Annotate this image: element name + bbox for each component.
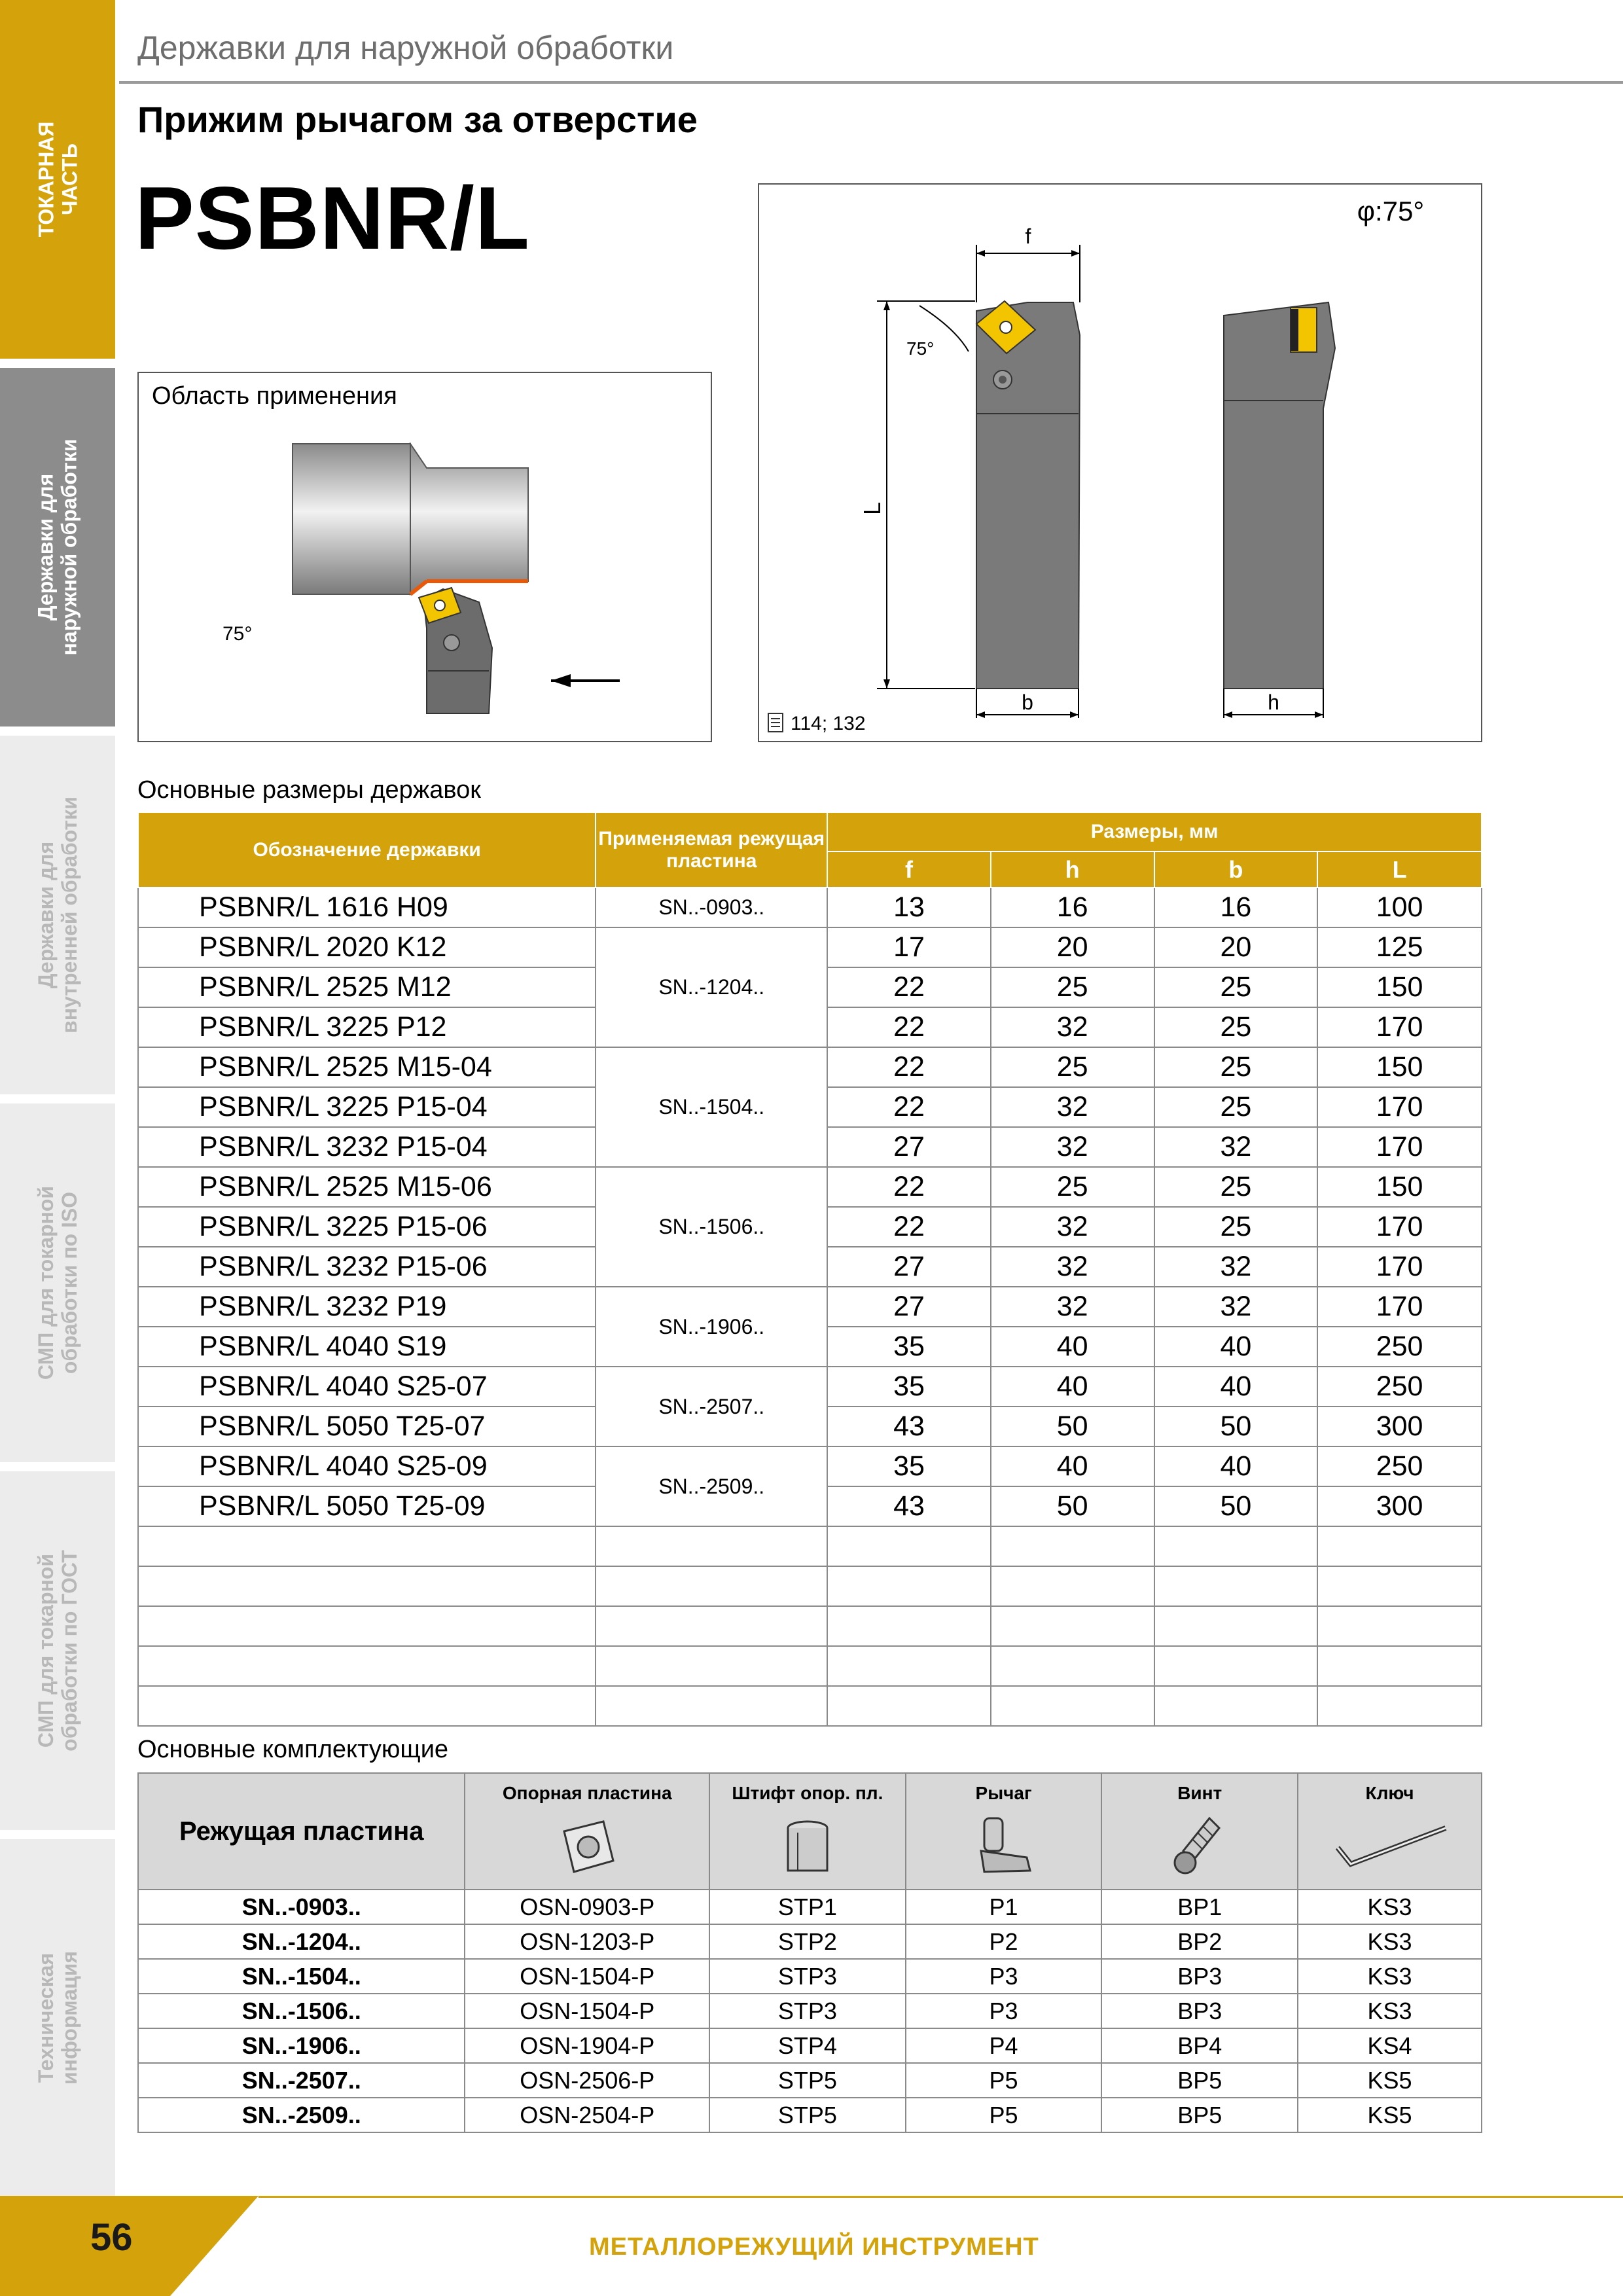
components-table — [137, 1772, 1482, 2133]
empty-cell — [596, 1566, 827, 1606]
empty-cell — [827, 1646, 991, 1686]
pin-cell: STP1 — [709, 1890, 906, 1924]
table-row — [138, 1047, 1482, 1087]
col-dimensions: Размеры, мм — [827, 812, 1482, 852]
tab-label: наружной обработки — [58, 439, 81, 656]
dim-L-value: 250 — [1317, 1446, 1482, 1486]
dim-b-value: 32 — [1154, 1247, 1318, 1287]
insert-cell: SN..-2507.. — [138, 2063, 465, 2098]
dim-f-value: 43 — [827, 1486, 991, 1526]
dim-L-value: 170 — [1317, 1007, 1482, 1047]
key-cell: KS5 — [1298, 2098, 1482, 2132]
tab-label: Державки для — [34, 473, 58, 621]
dim-f-value: 22 — [827, 1007, 991, 1047]
section-sidebar — [0, 0, 119, 2296]
dim-f-value: 17 — [827, 927, 991, 967]
dimensions-table-body — [138, 888, 1482, 1726]
dim-f-label: f — [1025, 224, 1031, 248]
technical-drawing-box — [758, 183, 1482, 742]
tab-iso-inserts[interactable] — [0, 1103, 119, 1462]
tab-technical-info[interactable] — [0, 1839, 119, 2196]
dim-f-value: 13 — [827, 888, 991, 927]
key-cell: KS3 — [1298, 1924, 1482, 1959]
holder-designation: PSBNR/L 5050 T25-07 — [138, 1407, 596, 1446]
application-illustration — [139, 373, 711, 741]
footer-brand: МЕТАЛЛОРЕЖУЩИЙ ИНСТРУМЕНТ — [589, 2233, 1039, 2261]
empty-cell — [596, 1606, 827, 1646]
col-L: L — [1317, 852, 1482, 888]
pin-cell: STP4 — [709, 2028, 906, 2063]
holder-designation: PSBNR/L 5050 T25-09 — [138, 1486, 596, 1526]
lever-cell: P1 — [906, 1890, 1102, 1924]
shim-cell: OSN-0903-P — [465, 1890, 709, 1924]
lever-cell: P2 — [906, 1924, 1102, 1959]
dim-b-value: 25 — [1154, 1007, 1318, 1047]
tab-external-holders[interactable] — [0, 368, 119, 726]
table-row — [138, 1890, 1482, 1924]
dim-h-value: 40 — [991, 1327, 1154, 1367]
empty-cell — [138, 1686, 596, 1726]
dim-h-value: 32 — [991, 1287, 1154, 1327]
dim-b-value: 25 — [1154, 1167, 1318, 1207]
dimensions-table — [137, 812, 1482, 1727]
col-pin-label: Штифт опор. пл. — [732, 1783, 883, 1803]
tab-label: Державки для — [34, 841, 58, 989]
dim-f-value: 43 — [827, 1407, 991, 1446]
table-row — [138, 1446, 1482, 1486]
col-key-label: Ключ — [1365, 1783, 1414, 1803]
table-row — [138, 1924, 1482, 1959]
tab-label: обработки по ГОСТ — [58, 1550, 81, 1751]
lever-cell: P3 — [906, 1994, 1102, 2028]
lever-cell: P5 — [906, 2063, 1102, 2098]
table-row — [138, 888, 1482, 927]
dim-L-value: 125 — [1317, 927, 1482, 967]
shim-cell: OSN-1904-P — [465, 2028, 709, 2063]
dim-f-value: 22 — [827, 1207, 991, 1247]
dim-h-value: 50 — [991, 1407, 1154, 1446]
table-row — [138, 1287, 1482, 1327]
tab-label: ТОКАРНАЯ — [34, 121, 58, 238]
empty-cell — [827, 1566, 991, 1606]
dim-L-label: L — [859, 501, 885, 516]
dim-L-value: 100 — [1317, 888, 1482, 927]
dim-h-value: 50 — [991, 1486, 1154, 1526]
dim-h-value: 25 — [991, 967, 1154, 1007]
key-cell: KS3 — [1298, 1959, 1482, 1994]
shim-cell: OSN-1504-P — [465, 1994, 709, 2028]
col-lever-label: Рычаг — [975, 1783, 1032, 1803]
dim-L-value: 300 — [1317, 1486, 1482, 1526]
dim-h-value: 40 — [991, 1446, 1154, 1486]
holder-designation: PSBNR/L 2525 M12 — [138, 967, 596, 1007]
shim-cell: OSN-2504-P — [465, 2098, 709, 2132]
empty-cell — [1154, 1606, 1318, 1646]
holder-designation: PSBNR/L 3225 P12 — [138, 1007, 596, 1047]
pin-cell: STP5 — [709, 2063, 906, 2098]
dim-f-value: 22 — [827, 967, 991, 1007]
dim-b-value: 40 — [1154, 1327, 1318, 1367]
table-row — [138, 927, 1482, 967]
dim-h-label: h — [1268, 691, 1279, 714]
tab-gost-inserts[interactable] — [0, 1471, 119, 1830]
key-cell: KS3 — [1298, 1890, 1482, 1924]
lever-icon — [968, 1812, 1040, 1884]
header-divider — [119, 81, 1623, 84]
empty-cell — [991, 1646, 1154, 1686]
shim-cell: OSN-2506-P — [465, 2063, 709, 2098]
empty-cell — [1154, 1646, 1318, 1686]
dim-L-value: 170 — [1317, 1087, 1482, 1127]
holder-designation: PSBNR/L 4040 S19 — [138, 1327, 596, 1367]
dim-b-value: 40 — [1154, 1446, 1318, 1486]
dim-L-value: 250 — [1317, 1367, 1482, 1407]
key-icon — [1325, 1812, 1455, 1884]
clamping-subtitle: Прижим рычагом за отверстие — [137, 99, 698, 140]
dim-L-value: 170 — [1317, 1127, 1482, 1167]
empty-cell — [138, 1526, 596, 1566]
dim-b-value: 50 — [1154, 1407, 1318, 1446]
screw-icon — [1164, 1812, 1236, 1884]
col-key — [1298, 1773, 1482, 1890]
dim-b-value: 32 — [1154, 1127, 1318, 1167]
screw-cell: BP2 — [1101, 1924, 1298, 1959]
pin-cell: STP5 — [709, 2098, 906, 2132]
shim-cell: OSN-1504-P — [465, 1959, 709, 1994]
application-label: Область применения — [152, 382, 397, 410]
dim-h-value: 25 — [991, 1047, 1154, 1087]
dim-L-value: 150 — [1317, 1047, 1482, 1087]
holder-designation: PSBNR/L 2020 K12 — [138, 927, 596, 967]
empty-cell — [991, 1686, 1154, 1726]
tab-turning[interactable] — [0, 0, 119, 359]
col-cutting-insert: Режущая пластина — [138, 1773, 465, 1890]
key-cell: KS4 — [1298, 2028, 1482, 2063]
table-row — [138, 2098, 1482, 2132]
holder-designation: PSBNR/L 3232 P19 — [138, 1287, 596, 1327]
holder-designation: PSBNR/L 3232 P15-04 — [138, 1127, 596, 1167]
pin-icon — [772, 1812, 844, 1884]
dim-h-value: 32 — [991, 1247, 1154, 1287]
dim-b-value: 25 — [1154, 1207, 1318, 1247]
empty-row — [138, 1526, 1482, 1566]
table-row — [138, 2028, 1482, 2063]
empty-cell — [991, 1526, 1154, 1566]
col-insert: Применяемая режущая пластина — [596, 812, 827, 888]
empty-cell — [138, 1566, 596, 1606]
insert-type: SN..-1504.. — [596, 1047, 827, 1167]
shim-cell: OSN-1203-P — [465, 1924, 709, 1959]
empty-cell — [138, 1606, 596, 1646]
empty-cell — [1317, 1646, 1482, 1686]
col-pin — [709, 1773, 906, 1890]
insert-cell: SN..-0903.. — [138, 1890, 465, 1924]
dim-f-value: 22 — [827, 1167, 991, 1207]
empty-cell — [1154, 1566, 1318, 1606]
dimensions-table-title: Основные размеры державок — [137, 776, 481, 804]
empty-cell — [991, 1566, 1154, 1606]
holder-designation: PSBNR/L 3225 P15-06 — [138, 1207, 596, 1247]
pin-cell: STP2 — [709, 1924, 906, 1959]
dim-b-label: b — [1022, 691, 1033, 714]
dim-f-value: 22 — [827, 1047, 991, 1087]
insert-type: SN..-0903.. — [596, 888, 827, 927]
pin-cell: STP3 — [709, 1959, 906, 1994]
tab-label: ЧАСТЬ — [58, 143, 81, 215]
page-number: 56 — [90, 2216, 133, 2259]
table-row — [138, 1959, 1482, 1994]
screw-cell: BP1 — [1101, 1890, 1298, 1924]
insert-type: SN..-2507.. — [596, 1367, 827, 1446]
empty-cell — [138, 1646, 596, 1686]
insert-cell: SN..-1906.. — [138, 2028, 465, 2063]
empty-row — [138, 1606, 1482, 1646]
col-designation: Обозначение державки — [138, 812, 596, 888]
table-row — [138, 2063, 1482, 2098]
dim-L-value: 170 — [1317, 1247, 1482, 1287]
insert-type: SN..-1506.. — [596, 1167, 827, 1287]
col-lever — [906, 1773, 1102, 1890]
tab-label: СМП для токарной — [34, 1553, 58, 1748]
dim-h-value: 25 — [991, 1167, 1154, 1207]
screw-cell: BP5 — [1101, 2063, 1298, 2098]
empty-cell — [1154, 1686, 1318, 1726]
empty-cell — [1317, 1686, 1482, 1726]
holder-designation: PSBNR/L 2525 M15-06 — [138, 1167, 596, 1207]
holder-designation: PSBNR/L 1616 H09 — [138, 888, 596, 927]
dim-b-value: 40 — [1154, 1367, 1318, 1407]
table-row — [138, 1994, 1482, 2028]
empty-row — [138, 1686, 1482, 1726]
screw-cell: BP5 — [1101, 2098, 1298, 2132]
model-title: PSBNR/L — [135, 168, 530, 268]
dim-f-value: 22 — [827, 1087, 991, 1127]
holder-designation: PSBNR/L 3225 P15-04 — [138, 1087, 596, 1127]
dim-f-value: 35 — [827, 1327, 991, 1367]
insert-cell: SN..-2509.. — [138, 2098, 465, 2132]
dim-b-value: 20 — [1154, 927, 1318, 967]
dim-b-value: 25 — [1154, 1047, 1318, 1087]
empty-cell — [991, 1606, 1154, 1646]
table-row — [138, 1367, 1482, 1407]
empty-cell — [827, 1526, 991, 1566]
tab-label: внутренней обработки — [58, 797, 81, 1033]
dim-h-value: 16 — [991, 888, 1154, 927]
dim-h-value: 32 — [991, 1127, 1154, 1167]
holder-designation: PSBNR/L 4040 S25-07 — [138, 1367, 596, 1407]
col-f: f — [827, 852, 991, 888]
tab-label: обработки по ISO — [58, 1191, 82, 1374]
components-table-title: Основные комплектующие — [137, 1736, 449, 1763]
empty-cell — [827, 1606, 991, 1646]
empty-cell — [1317, 1526, 1482, 1566]
dim-b-value: 32 — [1154, 1287, 1318, 1327]
dim-b-value: 25 — [1154, 1087, 1318, 1127]
section-header-title: Державки для наружной обработки — [137, 29, 674, 66]
dim-h-value: 40 — [991, 1367, 1154, 1407]
tab-internal-holders[interactable] — [0, 736, 119, 1094]
lever-cell: P4 — [906, 2028, 1102, 2063]
dim-L-value: 150 — [1317, 1167, 1482, 1207]
dim-h-value: 32 — [991, 1007, 1154, 1047]
table-row — [138, 1167, 1482, 1207]
tab-label: информация — [58, 1950, 81, 2085]
insert-cell: SN..-1504.. — [138, 1959, 465, 1994]
tab-label: СМП для токарной — [34, 1185, 58, 1380]
dim-h-value: 32 — [991, 1087, 1154, 1127]
dim-f-value: 27 — [827, 1247, 991, 1287]
lever-cell: P5 — [906, 2098, 1102, 2132]
holder-designation: PSBNR/L 4040 S25-09 — [138, 1446, 596, 1486]
empty-cell — [1154, 1526, 1318, 1566]
dim-f-value: 27 — [827, 1287, 991, 1327]
empty-cell — [827, 1686, 991, 1726]
dim-f-value: 35 — [827, 1446, 991, 1486]
empty-cell — [1317, 1566, 1482, 1606]
dim-L-value: 300 — [1317, 1407, 1482, 1446]
empty-row — [138, 1566, 1482, 1606]
dim-b-value: 25 — [1154, 967, 1318, 1007]
empty-row — [138, 1646, 1482, 1686]
empty-cell — [1317, 1606, 1482, 1646]
approach-angle-label: φ:75° — [1357, 196, 1425, 226]
col-b: b — [1154, 852, 1318, 888]
drawing-angle-label: 75° — [906, 338, 935, 359]
holder-designation: PSBNR/L 3232 P15-06 — [138, 1247, 596, 1287]
screw-cell: BP3 — [1101, 1959, 1298, 1994]
application-angle-label: 75° — [223, 623, 253, 645]
insert-type: SN..-1204.. — [596, 927, 827, 1047]
key-cell: KS5 — [1298, 2063, 1482, 2098]
tab-label: Техническая — [34, 1952, 58, 2083]
dim-f-value: 27 — [827, 1127, 991, 1167]
dim-h-value: 32 — [991, 1207, 1154, 1247]
col-shim — [465, 1773, 709, 1890]
col-screw-label: Винт — [1177, 1783, 1222, 1803]
holder-designation: PSBNR/L 2525 M15-04 — [138, 1047, 596, 1087]
dim-f-value: 35 — [827, 1367, 991, 1407]
dim-L-value: 150 — [1317, 967, 1482, 1007]
col-screw — [1101, 1773, 1298, 1890]
insert-type: SN..-2509.. — [596, 1446, 827, 1526]
application-box — [137, 372, 712, 742]
components-table-body — [138, 1890, 1482, 2132]
dim-L-value: 170 — [1317, 1287, 1482, 1327]
dim-h-value: 20 — [991, 927, 1154, 967]
screw-cell: BP4 — [1101, 2028, 1298, 2063]
insert-type: SN..-1906.. — [596, 1287, 827, 1367]
key-cell: KS3 — [1298, 1994, 1482, 2028]
dim-b-value: 16 — [1154, 888, 1318, 927]
insert-cell: SN..-1506.. — [138, 1994, 465, 2028]
dim-L-value: 170 — [1317, 1207, 1482, 1247]
empty-cell — [596, 1646, 827, 1686]
empty-cell — [596, 1686, 827, 1726]
insert-cell: SN..-1204.. — [138, 1924, 465, 1959]
col-shim-label: Опорная пластина — [502, 1783, 672, 1803]
dim-b-value: 50 — [1154, 1486, 1318, 1526]
page-ref-label: 114; 132 — [791, 713, 866, 734]
shim-icon — [551, 1812, 623, 1884]
col-h: h — [991, 852, 1154, 888]
lever-cell: P3 — [906, 1959, 1102, 1994]
pin-cell: STP3 — [709, 1994, 906, 2028]
dim-L-value: 250 — [1317, 1327, 1482, 1367]
empty-cell — [596, 1526, 827, 1566]
holder-drawing — [759, 185, 1481, 741]
screw-cell: BP3 — [1101, 1994, 1298, 2028]
